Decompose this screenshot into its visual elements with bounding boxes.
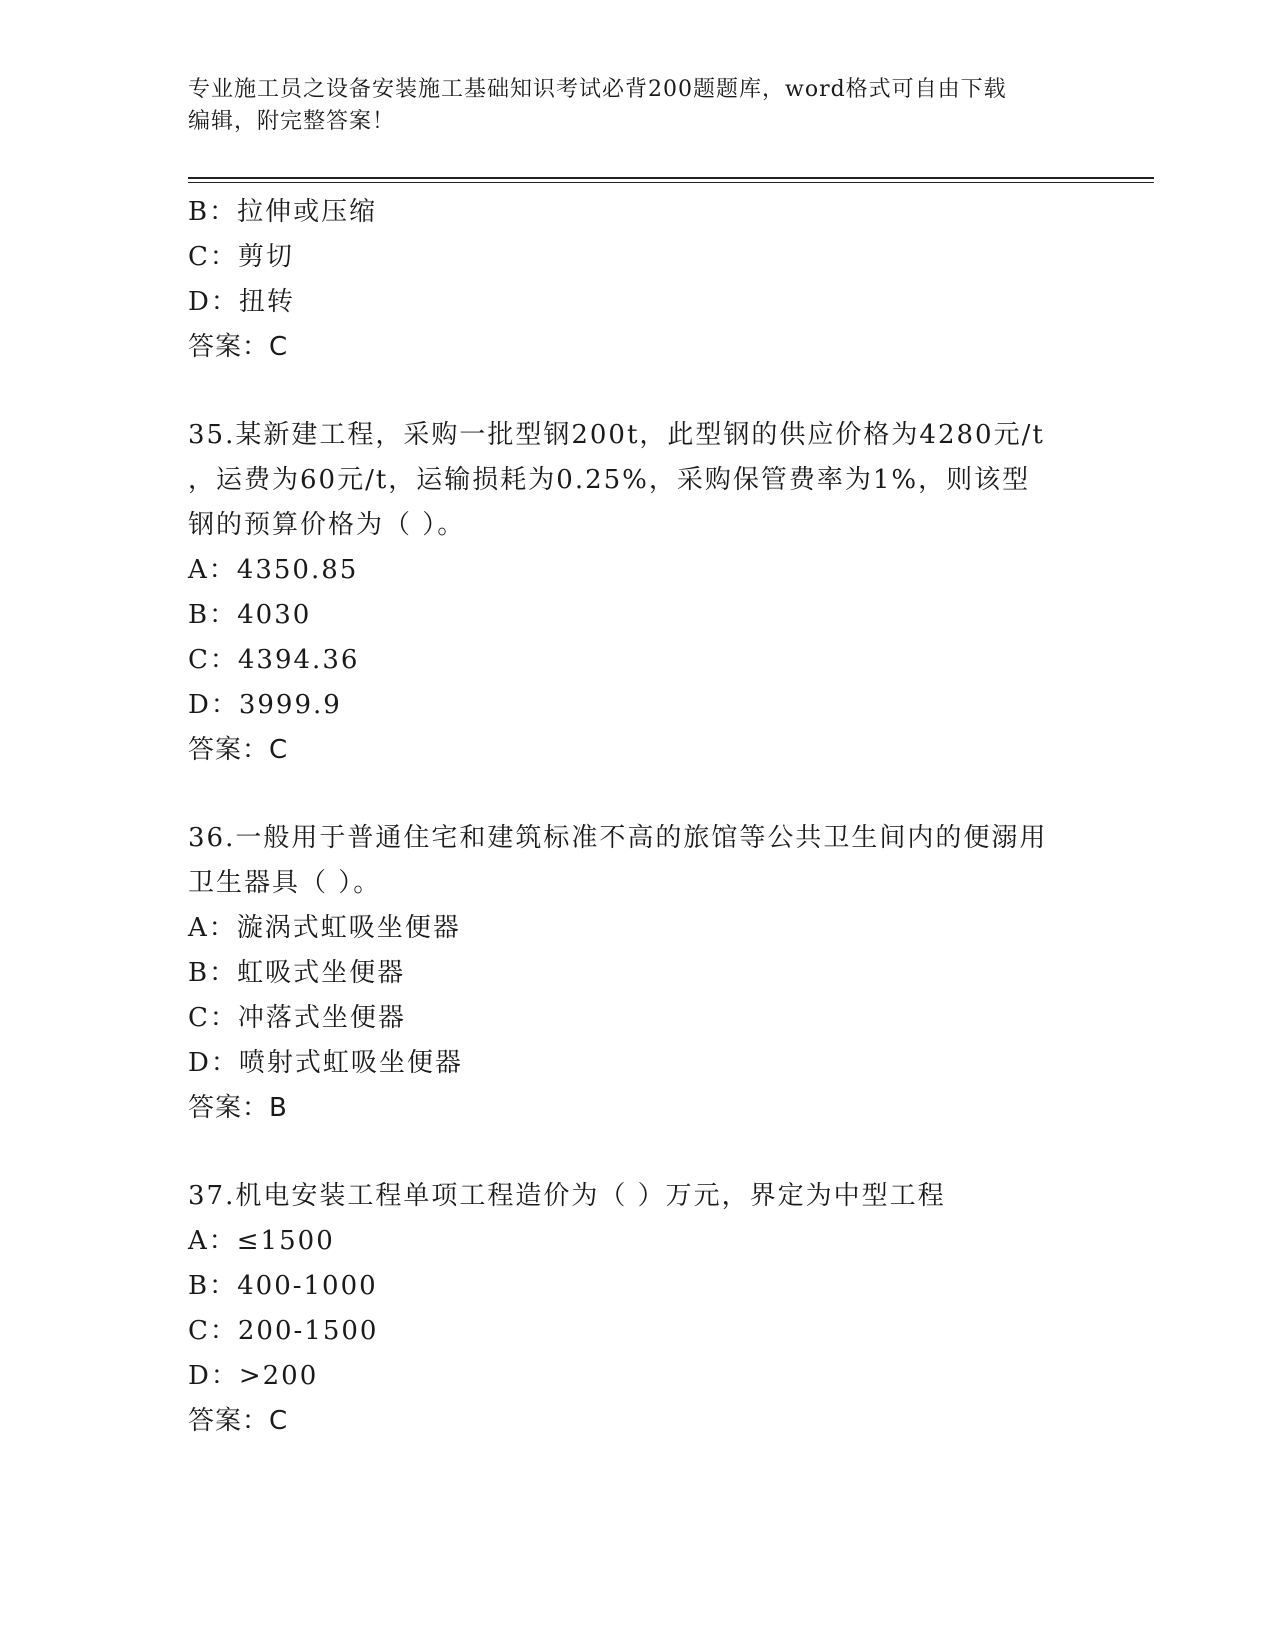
option-c: C：200-1500 [188,1316,379,1346]
answer-line: 答案：C [188,332,289,362]
header-title-line-1: 专业施工员之设备安装施工基础知识考试必背200题题库，word格式可自由下载 [188,77,1007,102]
option-c: C：剪切 [188,242,294,272]
question-stem [188,1174,1088,1219]
option-a: A：4350.85 [188,555,359,585]
question-34 [188,190,1088,370]
option-b: B：虹吸式坐便器 [188,958,406,988]
option-a: A：漩涡式虹吸坐便器 [188,913,461,943]
stem-line: 37.机电安装工程单项工程造价为（ ）万元，界定为中型工程 [188,1181,946,1211]
stem-line: 卫生器具（ ）。 [188,868,382,898]
spacer [188,1131,1088,1174]
question-35 [188,413,1088,773]
question-stem [188,816,1088,906]
option-d: D：扭转 [188,287,295,317]
option-b: B：4030 [188,600,312,630]
option-b: B：拉伸或压缩 [188,197,378,227]
question-list [188,190,1088,1444]
header-title-line-2: 编辑，附完整答案！ [188,109,396,134]
stem-line: 36.一般用于普通住宅和建筑标准不高的旅馆等公共卫生间内的便溺用 [188,823,1048,853]
spacer [188,370,1088,413]
option-c: C：4394.36 [188,645,360,675]
answer-line: 答案：C [188,735,289,765]
question-stem [188,413,1088,548]
stem-line: 钢的预算价格为（ ）。 [188,510,466,540]
spacer [188,773,1088,816]
option-c: C：冲落式坐便器 [188,1003,406,1033]
answer-line: 答案：B [188,1093,288,1123]
answer-line: 答案：C [188,1406,289,1436]
option-d: D：喷射式虹吸坐便器 [188,1048,463,1078]
stem-line: 35.某新建工程，采购一批型钢200t，此型钢的供应价格为4280元/t [188,420,1045,450]
option-d: D：3999.9 [188,690,342,720]
stem-line: ，运费为60元/t，运输损耗为0.25%，采购保管费率为1%，则该型 [188,465,1031,495]
header-divider [188,177,1154,179]
document-header [188,74,1068,138]
question-37 [188,1174,1088,1444]
option-a: A：≤1500 [188,1226,335,1256]
option-d: D：>200 [188,1361,319,1391]
question-36 [188,816,1088,1131]
option-b: B：400-1000 [188,1271,378,1301]
header-divider-thin [188,182,1154,183]
